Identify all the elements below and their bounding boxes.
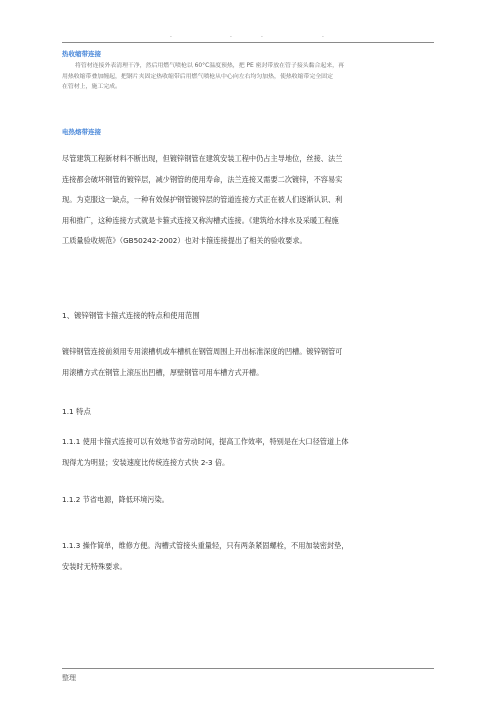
paragraph-feature-3 xyxy=(62,536,436,577)
section-title-electrofusion: 电热熔带连接 xyxy=(62,128,101,136)
section-body-heat-shrink xyxy=(62,61,434,93)
paragraph-grooving xyxy=(62,342,436,383)
text-line: 1.1.1 使用卡箍式连接可以有效地节省劳动时间，提高工作效率，特别是在大口径管道上体 xyxy=(62,437,349,446)
heading-features: 1.1 特点 xyxy=(62,407,91,416)
section-title-heat-shrink: 热收缩带连接 xyxy=(62,50,101,58)
text-line: 用滚槽方式在钢管上滚压出凹槽，厚壁钢管可用车槽方式开槽。 xyxy=(62,367,264,377)
text-line: 连接都会破坏钢管的镀锌层，减少钢管的使用寿命，法兰连接又需要二次镀锌，不容易实 xyxy=(62,174,343,184)
text-line: 在管材上，施工完成。 xyxy=(62,84,121,90)
paragraph-feature-1 xyxy=(62,432,436,473)
footer-rule xyxy=(62,668,434,669)
text-line: 1.1.2 节省电源，降低环境污染。 xyxy=(62,495,169,504)
paragraph-intro xyxy=(62,149,436,252)
header-marks xyxy=(0,33,496,41)
text-line: 现得尤为明显；安装速度比传统连接方式快 2-3 倍。 xyxy=(62,457,230,467)
text-line: 用热收缩带叠加缠起，把钢片夹固定热收缩带后用燃气喷枪从中心向左右均匀加热，使热收缩带完全固定 xyxy=(62,73,333,80)
header-mark: . xyxy=(230,32,232,39)
text-line: 1.1.3 操作简单，维修方便。沟槽式管接头重量轻，只有两条紧固螺栓，不用加装密封垫， xyxy=(62,541,349,550)
text-line: 现。为克服这一缺点，一种有效保护钢管镀锌层的管道连接方式正在被人们逐渐认识、利 xyxy=(62,195,343,204)
header-rule xyxy=(62,42,434,43)
text-line: 镀锌钢管连接前须用专用滚槽机或车槽机在钢管周围上开出标准深度的凹槽。镀锌钢管可 xyxy=(62,347,343,356)
text-line: 尽管建筑工程新材料不断出现，但镀锌钢管在建筑安装工程中仍占主导地位，丝接、法兰 xyxy=(62,154,343,163)
header-mark: . xyxy=(170,32,172,39)
text-line: 将管材连接外表清理干净，然后用燃气喷枪以 60°C温度预热，把 PE 密封带放在管子接头黏合起来，再 xyxy=(75,63,344,69)
header-mark: . xyxy=(261,32,263,39)
text-line: 安装时无特殊要求。 xyxy=(62,561,127,571)
text-line: 工质量验收规范》（GB50242-2002）也对卡箍连接提出了相关的验收要求。 xyxy=(62,236,307,245)
text-line: 用和推广，这种连接方式就是卡箍式连接又称沟槽式连接。《建筑给水排水及采暖工程施 xyxy=(62,215,339,225)
paragraph-feature-2 xyxy=(62,490,436,511)
footer-label: 整理 xyxy=(62,674,76,682)
header-mark: . xyxy=(322,32,324,39)
heading-clamp-connection: 1、镀锌钢管卡箍式连接的特点和使用范围 xyxy=(62,311,200,320)
